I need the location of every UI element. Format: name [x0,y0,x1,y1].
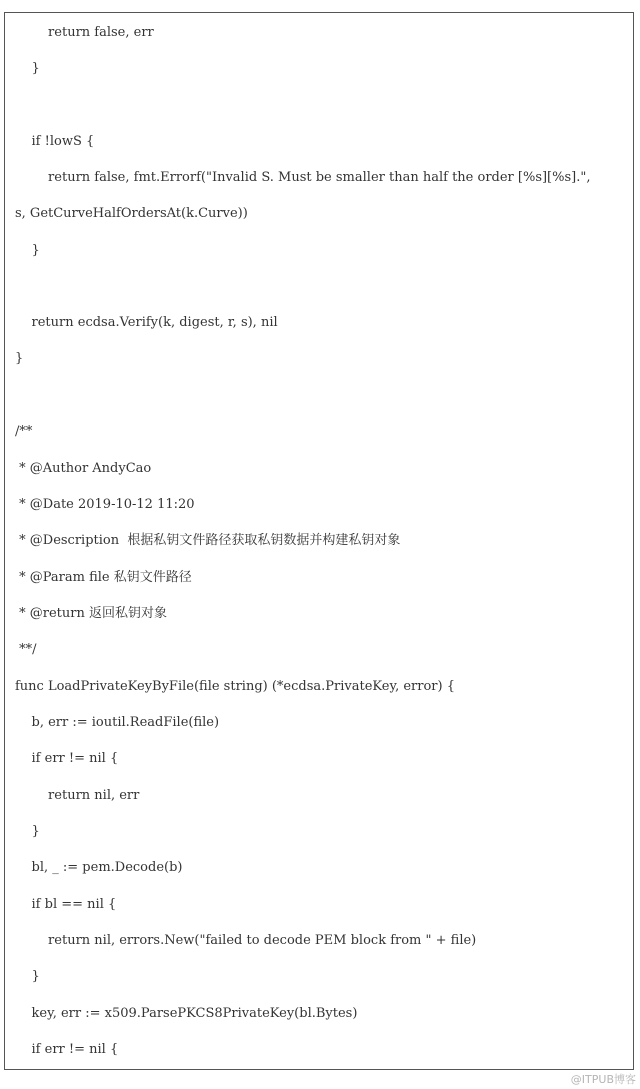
code-line: if err != nil { [15,751,119,766]
code-line: return nil, err [15,788,140,803]
code-line: return nil, errors.New("failed to decode PEM block from " + file) [15,933,477,948]
code-line: } [15,824,40,839]
code-line: * @Author AndyCao [15,461,152,476]
code-line: return false, fmt.Errorf("Invalid S. Must be smaller than half the order [%s][%s].", [15,170,591,185]
code-line: * @return 返回私钥对象 [15,606,167,621]
code-line: * @Param file 私钥文件路径 [15,570,192,585]
code-line: func LoadPrivateKeyByFile(file string) (*ecdsa.PrivateKey, error) { [15,679,455,694]
code-line: if err != nil { [15,1042,119,1057]
code-line: return false, err [15,25,154,40]
code-line: * @Description 根据私钥文件路径获取私钥数据并构建私钥对象 [15,533,401,548]
code-line: **/ [15,642,37,657]
code-line: } [15,243,40,258]
code-line: if bl == nil { [15,897,117,912]
code-line: * @Date 2019-10-12 11:20 [15,497,195,512]
watermark: @ITPUB博客 [570,1073,636,1086]
code-line: return ecdsa.Verify(k, digest, r, s), nil [15,315,278,330]
code-line: s, GetCurveHalfOrdersAt(k.Curve)) [15,206,248,221]
code-document-frame [4,12,634,1070]
code-line: /** [15,424,33,439]
code-line: if !lowS { [15,134,95,149]
code-line: } [15,61,40,76]
code-line: key, err := x509.ParsePKCS8PrivateKey(bl.Bytes) [15,1006,358,1021]
code-line: bl, _ := pem.Decode(b) [15,860,183,875]
code-line: } [15,969,40,984]
code-line: b, err := ioutil.ReadFile(file) [15,715,220,730]
code-line: } [15,351,24,366]
